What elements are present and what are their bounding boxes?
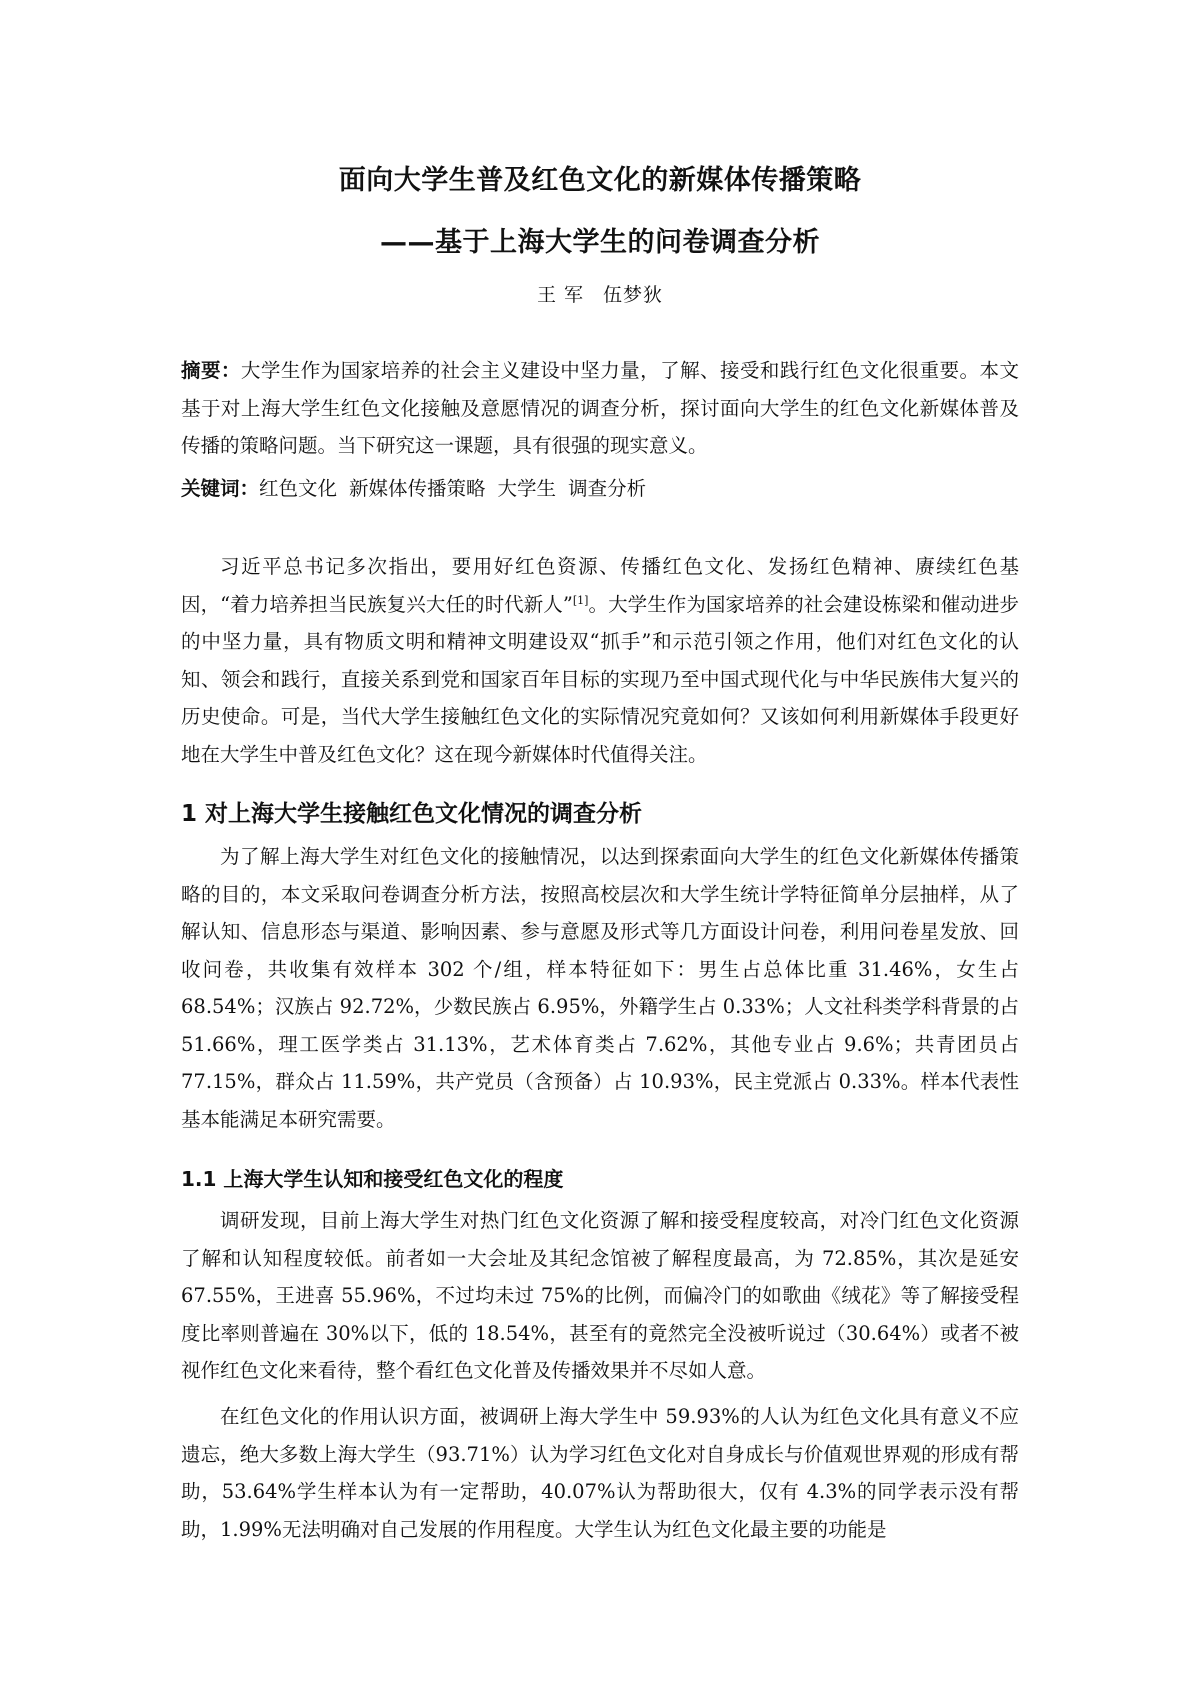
keyword: 红色文化 (259, 477, 338, 500)
subsection-heading: 1.1 上海大学生认知和接受红色文化的程度 (181, 1167, 564, 1191)
keywords (181, 470, 1019, 508)
keyword: 调查分析 (568, 477, 647, 500)
intro-text: 习近平总书记多次指出，要用好红色资源、传播红色文化、发扬红色精神、赓续红色基因，“着力培养担当民族复兴大任的时代新人” (181, 555, 1019, 616)
body-paragraph: 调研发现，目前上海大学生对热门红色文化资源了解和接受程度较高，对冷门红色文化资源了解和认知程度较低。前者如一大会址及其纪念馆被了解程度最高，为 72.85%，其次是延安 67.55%，王进喜 55.96%，不过均未过 75%的比例，而偏冷门的如歌曲《绒花》等了解接受程度比率则普遍在 30%以下，低的 18.54%，甚至有的竟然完全没被听说过（30.64%）或者不被视作红色文化来看待，整个看红色文化普及传播效果并不尽如人意。 (181, 1209, 1019, 1382)
abstract (181, 352, 1019, 465)
intro-paragraph (181, 548, 1019, 773)
body-paragraph: 为了解上海大学生对红色文化的接触情况，以达到探索面向大学生的红色文化新媒体传播策略的目的，本文采取问卷调查分析方法，按照高校层次和大学生统计学特征简单分层抽样，从了解认知、信息形态与渠道、影响因素、参与意愿及形式等几方面设计问卷，利用问卷星发放、回收问卷，共收集有效样本 302 个/组，样本特征如下：男生占总体比重 31.46%，女生占 68.54%；汉族占 92.72%，少数民族占 6.95%，外籍学生占 0.33%；人文社科类学科背景的占 51.66%，理工医学类占 31.13%，艺术体育类占 7.62%，其他专业占 9.6%；共青团员占 77.15%，群众占 11.59%，共产党员（含预备）占 10.93%，民主党派占 0.33%。样本代表性基本能满足本研究需要。 (181, 845, 1019, 1131)
section-body (181, 838, 1019, 1138)
author-name: 王 军 (536, 284, 584, 306)
keyword: 新媒体传播策略 (349, 477, 486, 500)
abstract-label: 摘要： (181, 359, 241, 382)
body-paragraph: 在红色文化的作用认识方面，被调研上海大学生中 59.93%的人认为红色文化具有意义不应遗忘，绝大多数上海大学生（93.71%）认为学习红色文化对自身成长与价值观世界观的形成有帮助，53.64%学生样本认为有一定帮助，40.07%认为帮助很大，仅有 4.3%的同学表示没有帮助，1.99%无法明确对自己发展的作用程度。大学生认为红色文化最主要的功能是 (181, 1405, 1019, 1541)
intro-section (181, 548, 1019, 773)
section-heading: 1 对上海大学生接触红色文化情况的调查分析 (181, 801, 643, 827)
subsection-body (181, 1202, 1019, 1390)
intro-text: 。大学生作为国家培养的社会建设栋梁和催动进步的中坚力量，具有物质文明和精神文明建设双“抓手”和示范引领之作用，他们对红色文化的认知、领会和践行，直接关系到党和国家百年目标的实现乃至中国式现代化与中华民族伟大复兴的历史使命。可是，当代大学生接触红色文化的实际情况究竟如何？又该如何利用新媒体手段更好地在大学生中普及红色文化？这在现今新媒体时代值得关注。 (181, 592, 1019, 766)
author-list (0, 280, 1200, 307)
subsection-body (181, 1398, 1019, 1548)
paper-subtitle: ——基于上海大学生的问卷调查分析 (380, 227, 820, 258)
abstract-text: 大学生作为国家培养的社会主义建设中坚力量，了解、接受和践行红色文化很重要。本文基于对上海大学生红色文化接触及意愿情况的调查分析，探讨面向大学生的红色文化新媒体普及传播的策略问题。当下研究这一课题，具有很强的现实意义。 (181, 359, 1019, 457)
author-name: 伍梦狄 (603, 284, 664, 306)
paper-title: 面向大学生普及红色文化的新媒体传播策略 (338, 165, 862, 196)
keyword: 大学生 (497, 477, 557, 500)
citation-ref: [1] (572, 593, 589, 607)
keywords-label: 关键词： (181, 477, 260, 500)
